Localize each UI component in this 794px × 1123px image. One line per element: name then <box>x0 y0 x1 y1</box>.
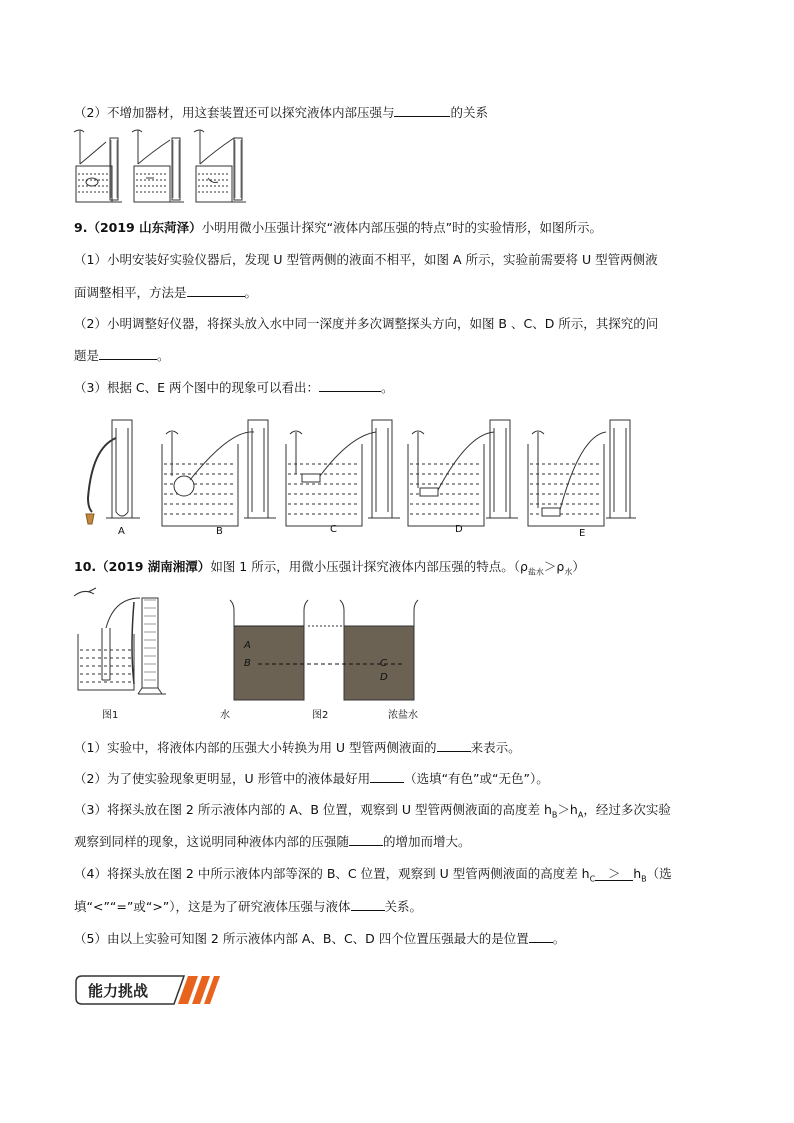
q10-part2-text: （2）为了使实验现象更明显，U 形管中的液体最好用 <box>74 771 371 786</box>
q10-part5-tail: 。 <box>552 931 566 946</box>
q9-part1a: （1）小明安装好实验仪器后，发现 U 型管两侧的液面不相平，如图 A 所示，实验前需要将 U 型管两侧液 <box>74 252 658 267</box>
q10-part3a-tail: ，经过多次实验 <box>583 802 671 817</box>
q10-part4a-tail: （选 <box>646 866 672 881</box>
q10-part1-tail: 来表示。 <box>470 740 521 755</box>
q9-number: 9. <box>74 220 88 235</box>
figure-label-e: E <box>579 528 586 539</box>
q10-part1-text: （1）实验中，将液体内部的压强大小转换为用 U 型管两侧液面的 <box>74 740 437 755</box>
point-label-c: C <box>380 658 387 669</box>
answer-filled: ＞ <box>595 865 633 881</box>
subscript: B <box>641 874 647 884</box>
q9-source: （2019 山东菏泽） <box>87 220 202 235</box>
subscript: B <box>551 810 558 820</box>
rho-subscript-water: 水 <box>564 567 573 577</box>
q9-header <box>74 219 602 237</box>
q10-source: （2019 湖南湘潭） <box>96 559 211 574</box>
rho-subscript-brine: 盐水 <box>527 567 544 577</box>
q9-part1b: 面调整相平，方法是 <box>74 285 187 300</box>
q10-close: ） <box>572 559 585 574</box>
section-title: 能力挑战 <box>88 982 149 1000</box>
subscript: C <box>589 874 596 884</box>
q10-part5-text: （5）由以上实验可知图 2 所示液体内部 A、B、C、D 四个位置压强最大的是位置 <box>74 931 529 946</box>
figure-label-d: D <box>455 524 463 535</box>
answer-blank <box>394 103 450 117</box>
answer-blank <box>437 738 471 752</box>
point-label-d: D <box>380 672 388 683</box>
q9-part2a: （2）小明调整好仪器，将探头放入水中同一深度并多次调整探头方向，如图 B 、C、D 所示，其探究的问 <box>74 316 659 331</box>
q8-part2-text: （2）不增加器材，用这套装置还可以探究液体内部压强与 <box>74 105 395 120</box>
subscript: A <box>577 810 584 820</box>
q9-figure <box>78 414 638 540</box>
q9-part2b: 题是 <box>74 348 100 363</box>
q10-part2-tail: （选填“有色”或“无色”）。 <box>404 771 549 786</box>
q9-part2b-tail: 。 <box>157 348 170 363</box>
water-label: 水 <box>220 710 230 721</box>
q10-part4a: （4）将探头放在图 2 中所示液体内部等深的 B、C 位置，观察到 U 型管两侧液面的高度差 h <box>74 866 590 881</box>
q8-part2-tail: 的关系 <box>450 105 488 120</box>
answer-blank <box>187 283 245 297</box>
q10-header <box>74 558 585 582</box>
answer-blank <box>349 832 383 846</box>
q9-part3-text: （3）根据 C、E 两个图中的现象可以看出： <box>74 380 320 395</box>
q10-part3-line1 <box>74 801 671 825</box>
q8-part2 <box>74 103 488 122</box>
figure-label-b: B <box>216 526 223 537</box>
q10-gt: ＞ρ <box>543 559 565 574</box>
q10-part3a-mid: ＞h <box>557 802 578 817</box>
q9-part3-tail: 。 <box>381 380 394 395</box>
answer-blank <box>370 769 404 783</box>
q10-figure-1 <box>72 586 182 708</box>
answer-blank <box>529 929 553 943</box>
q10-part2 <box>74 769 549 788</box>
q10-part3b-tail: 的增加而增大。 <box>383 834 471 849</box>
brine-label: 浓盐水 <box>388 710 418 721</box>
q10-part4a-mid: h <box>633 866 642 881</box>
figure-1-label: 图1 <box>102 710 119 721</box>
q9-part1b-tail: 。 <box>244 285 258 300</box>
figure-2-label: 图2 <box>312 710 329 721</box>
q10-part1 <box>74 738 521 757</box>
q9-part1-line2 <box>74 283 257 302</box>
q10-part4-line1 <box>74 865 672 889</box>
q9-part3 <box>74 378 394 397</box>
q10-header-text: 如图 1 所示，用微小压强计探究液体内部压强的特点。（ρ <box>210 559 528 574</box>
section-badge <box>74 972 224 1008</box>
figure-label-a: A <box>118 526 125 537</box>
q10-figure-2 <box>224 596 444 706</box>
q10-part4b: 填“<”“=”或“>”），这是为了研究液体压强与液体 <box>74 899 351 914</box>
q9-part2-line2 <box>74 346 170 365</box>
q10-number: 10. <box>74 559 97 574</box>
answer-blank <box>99 346 157 360</box>
point-label-b: B <box>244 658 251 669</box>
q9-header-text: 小明用微小压强计探究“液体内部压强的特点”时的实验情形，如图所示。 <box>201 220 603 235</box>
q10-part3b: 观察到同样的现象，这说明同种液体内部的压强随 <box>74 834 350 849</box>
q9-part2-line1 <box>74 315 658 333</box>
figure-label-c: C <box>330 524 337 535</box>
point-label-a: A <box>244 640 251 651</box>
q10-part3-line2 <box>74 832 471 851</box>
q10-part5 <box>74 929 565 948</box>
q10-part4b-tail: 关系。 <box>384 899 423 914</box>
q9-part1-line1 <box>74 251 658 269</box>
answer-blank <box>351 897 385 911</box>
q8-figure <box>70 126 250 206</box>
answer-blank <box>319 378 381 392</box>
q10-part4-line2 <box>74 897 422 916</box>
q10-part3a: （3）将探头放在图 2 所示液体内部的 A、B 位置，观察到 U 型管两侧液面的高度差 h <box>74 802 552 817</box>
